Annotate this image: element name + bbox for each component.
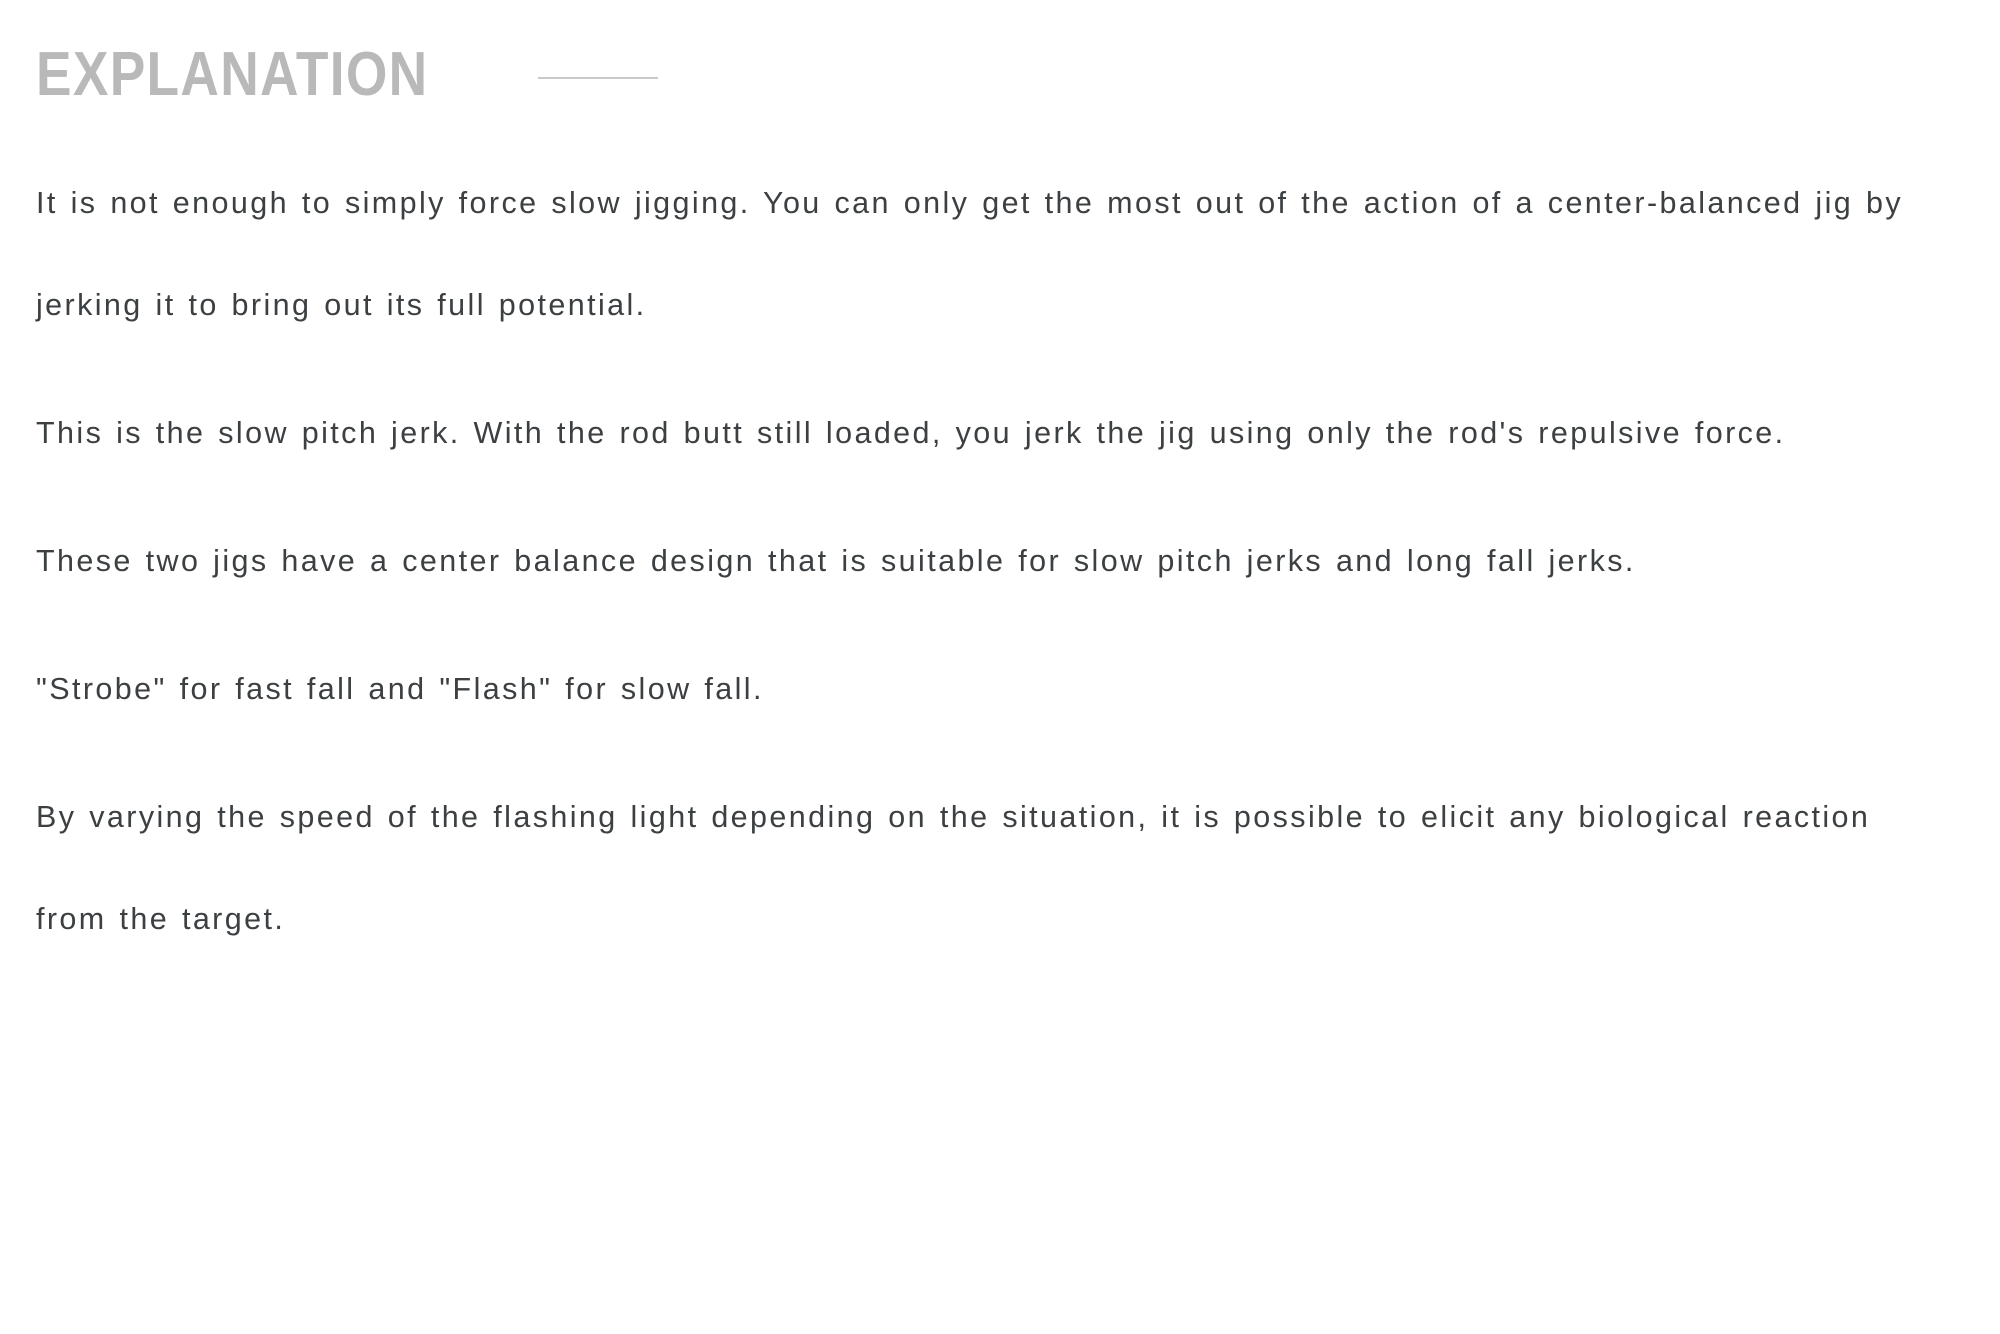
paragraph: It is not enough to simply force slow jigging. You can only get the most out of the action of a center-balanced jig by jerking it to bring out its full potential. (36, 186, 1916, 322)
paragraph: By varying the speed of the flashing light depending on the situation, it is possible to elicit any biological reaction from the target. (36, 800, 1884, 936)
page-title: EXPLANATION (36, 40, 429, 109)
paragraph: This is the slow pitch jerk. With the rod butt still loaded, you jerk the jig using only the rod's repulsive force. (36, 416, 1786, 450)
paragraph: "Strobe" for fast fall and "Flash" for slow fall. (36, 672, 764, 706)
explanation-body (36, 152, 1936, 970)
section-heading (36, 40, 1940, 109)
paragraph: These two jigs have a center balance design that is suitable for slow pitch jerks and long fall jerks. (36, 544, 1636, 578)
heading-divider-rule (538, 77, 658, 79)
